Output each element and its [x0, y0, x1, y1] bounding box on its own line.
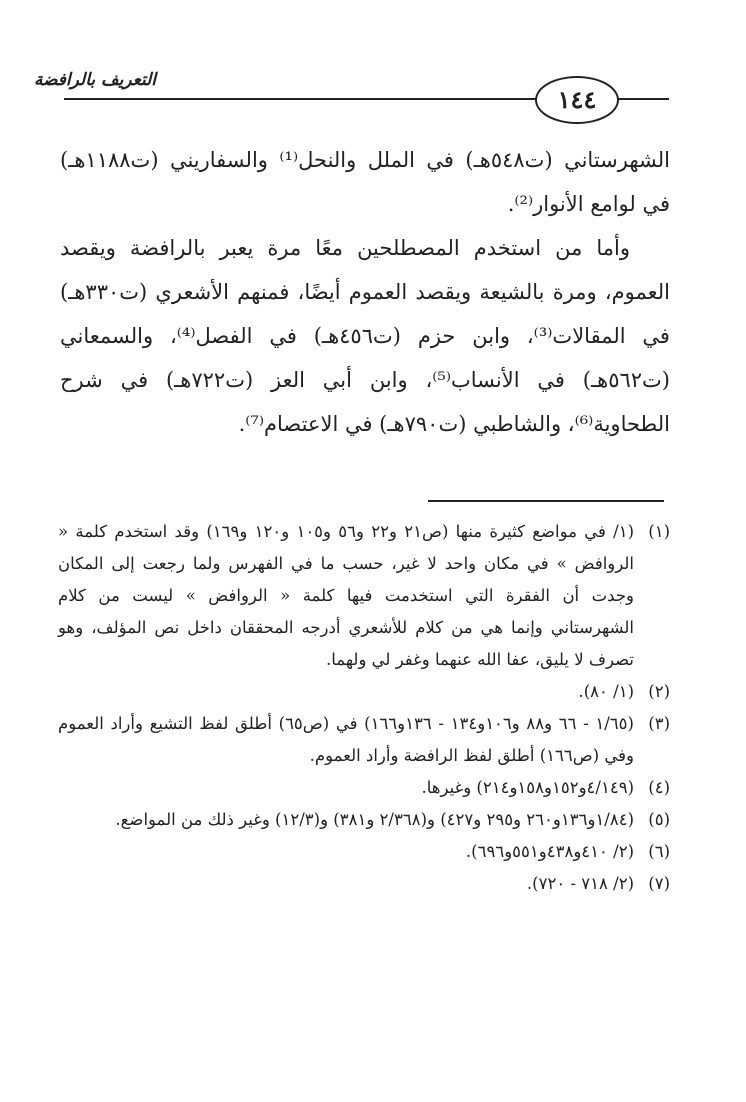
- footnote-text: (٢/ ٧١٨ - ٧٢٠).: [526, 874, 634, 893]
- footnote-separator: [428, 500, 664, 502]
- footnote-5: [58, 804, 670, 836]
- running-title: التعريف بالرافضة: [33, 70, 156, 90]
- footnote-number: (٦): [648, 842, 670, 861]
- footnote-number: (٣): [648, 714, 670, 733]
- footnote-text: (١/٨٤و١٣٦و٢٦٠ و٢٩٥ و٤٢٧) و(٢/٣٦٨ و٣٨١) و(١٢/٣) وغير ذلك من المواضع.: [115, 810, 634, 829]
- footnote-number: (١): [648, 522, 670, 541]
- page-header: [0, 0, 746, 130]
- footnote-text: (١/٦٥ - ٦٦ و٨٨ و١٠٦و١٣٤ - ١٣٦و١٦٦) في (ص٦٥) أطلق لفظ التشيع وأراد العموم وفي (ص١٦٦) أطلق لفظ الرافضة وأراد العموم.: [58, 714, 634, 765]
- footnote-text: (١/ في مواضع كثيرة منها (ص٢١ و٢٢ و٥٦ و١٠٥ و١٢٠ و١٦٩) وقد استخدم كلمة « الروافض » في مكان واحد لا غير، حسب ما في الفهرس ولما رجعت إلى المكان وجدت أن الفقرة التي استخدمت فيها كلمة « الروافض » ليست من كلام الشهرستاني وإنما هي من كلام للأشعري أدرجه المحققان داخل نص المؤلف، وهو تصرف لا يليق، عفا الله عنهما وغفر لي ولهما.: [58, 522, 635, 669]
- footnote-6: [58, 836, 670, 868]
- footnote-text: (٢/ ٤١٠و٤٣٨و٥٥١و٦٩٦).: [465, 842, 634, 861]
- footnote-4: [58, 772, 670, 804]
- footnotes: [58, 516, 670, 900]
- footnote-number: (٤): [648, 778, 670, 797]
- footnote-text: (٤/١٤٩و١٥٢و١٥٨و٢١٤) وغيرها.: [421, 778, 634, 797]
- footnote-3: [58, 708, 670, 772]
- footnote-number: (٢): [648, 682, 670, 701]
- footnote-text: (١/ ٨٠).: [578, 682, 634, 701]
- page-number: ١٤٤: [535, 76, 619, 124]
- paragraph-1: الشهرستاني (ت٥٤٨هـ) في الملل والنحل⁽¹⁾ والسفاريني (ت١١٨٨هـ) في لوامع الأنوار⁽²⁾.: [60, 148, 670, 216]
- footnote-2: [58, 676, 670, 708]
- footnote-number: (٧): [648, 874, 670, 893]
- footnote-1: [58, 516, 670, 676]
- footnote-number: (٥): [648, 810, 670, 829]
- footnote-7: [58, 868, 670, 900]
- main-text: [60, 138, 670, 446]
- paragraph-2: وأما من استخدم المصطلحين معًا مرة يعبر بالرافضة ويقصد العموم، ومرة بالشيعة ويقصد العموم أيضًا، فمنهم الأشعري (ت٣٣٠هـ) في المقالات⁽³⁾، وابن حزم (ت٤٥٦هـ) في الفصل⁽⁴⁾، والسمعاني (ت٥٦٢هـ) في الأنساب⁽⁵⁾، وابن أبي العز (ت٧٢٢هـ) في شرح الطحاوية⁽⁶⁾، والشاطبي (ت٧٩٠هـ) في الاعتصام⁽⁷⁾.: [60, 236, 670, 436]
